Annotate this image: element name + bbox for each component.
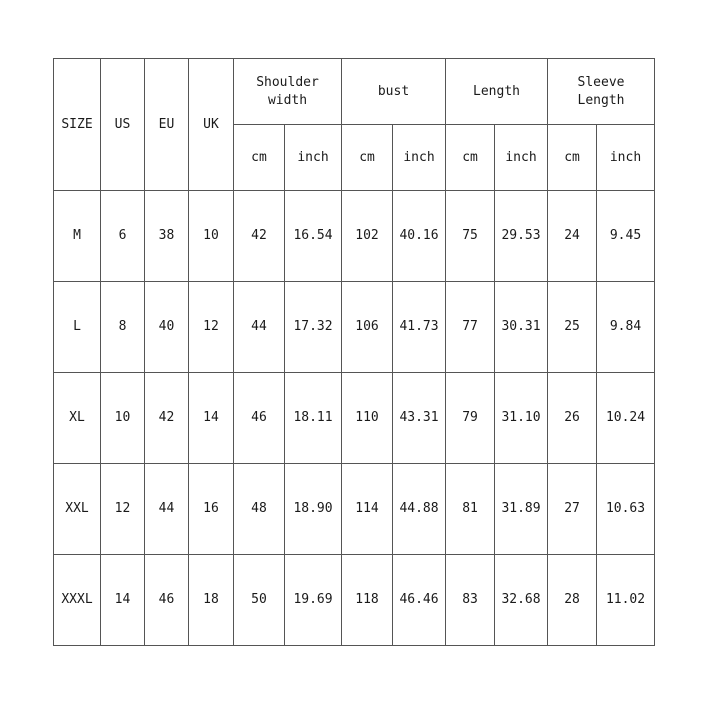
header-unit-cm: cm bbox=[548, 125, 597, 191]
header-shoulder-width: Shoulder width bbox=[234, 59, 342, 125]
cell-us: 6 bbox=[101, 191, 145, 282]
cell-sleeve-inch: 11.02 bbox=[597, 555, 655, 646]
cell-bust-inch: 41.73 bbox=[393, 282, 446, 373]
cell-length-inch: 30.31 bbox=[495, 282, 548, 373]
cell-shoulder-cm: 48 bbox=[234, 464, 285, 555]
header-uk: UK bbox=[189, 59, 234, 191]
cell-length-cm: 77 bbox=[446, 282, 495, 373]
header-unit-inch: inch bbox=[495, 125, 548, 191]
cell-us: 10 bbox=[101, 373, 145, 464]
cell-uk: 10 bbox=[189, 191, 234, 282]
cell-us: 12 bbox=[101, 464, 145, 555]
header-unit-inch: inch bbox=[393, 125, 446, 191]
header-eu: EU bbox=[145, 59, 189, 191]
cell-sleeve-inch: 9.45 bbox=[597, 191, 655, 282]
table-row bbox=[54, 555, 655, 646]
cell-bust-inch: 43.31 bbox=[393, 373, 446, 464]
header-length: Length bbox=[446, 59, 548, 125]
cell-bust-cm: 110 bbox=[342, 373, 393, 464]
cell-sleeve-cm: 26 bbox=[548, 373, 597, 464]
cell-shoulder-inch: 18.11 bbox=[285, 373, 342, 464]
cell-sleeve-inch: 10.63 bbox=[597, 464, 655, 555]
cell-sleeve-cm: 28 bbox=[548, 555, 597, 646]
cell-length-cm: 79 bbox=[446, 373, 495, 464]
cell-uk: 16 bbox=[189, 464, 234, 555]
cell-length-inch: 32.68 bbox=[495, 555, 548, 646]
cell-sleeve-inch: 10.24 bbox=[597, 373, 655, 464]
cell-length-inch: 29.53 bbox=[495, 191, 548, 282]
cell-size: XXL bbox=[54, 464, 101, 555]
header-unit-cm: cm bbox=[234, 125, 285, 191]
cell-bust-inch: 44.88 bbox=[393, 464, 446, 555]
cell-shoulder-cm: 50 bbox=[234, 555, 285, 646]
header-unit-cm: cm bbox=[446, 125, 495, 191]
cell-eu: 44 bbox=[145, 464, 189, 555]
cell-uk: 18 bbox=[189, 555, 234, 646]
table-row bbox=[54, 282, 655, 373]
cell-us: 8 bbox=[101, 282, 145, 373]
cell-eu: 42 bbox=[145, 373, 189, 464]
header-row-groups bbox=[54, 59, 655, 125]
header-size: SIZE bbox=[54, 59, 101, 191]
cell-shoulder-inch: 19.69 bbox=[285, 555, 342, 646]
header-unit-inch: inch bbox=[285, 125, 342, 191]
cell-bust-cm: 106 bbox=[342, 282, 393, 373]
cell-length-cm: 83 bbox=[446, 555, 495, 646]
cell-bust-inch: 40.16 bbox=[393, 191, 446, 282]
cell-sleeve-cm: 27 bbox=[548, 464, 597, 555]
cell-shoulder-cm: 44 bbox=[234, 282, 285, 373]
cell-eu: 38 bbox=[145, 191, 189, 282]
cell-length-cm: 75 bbox=[446, 191, 495, 282]
cell-shoulder-inch: 16.54 bbox=[285, 191, 342, 282]
cell-bust-inch: 46.46 bbox=[393, 555, 446, 646]
header-us: US bbox=[101, 59, 145, 191]
cell-uk: 14 bbox=[189, 373, 234, 464]
cell-bust-cm: 102 bbox=[342, 191, 393, 282]
header-bust: bust bbox=[342, 59, 446, 125]
cell-size: XXXL bbox=[54, 555, 101, 646]
cell-shoulder-cm: 42 bbox=[234, 191, 285, 282]
cell-length-inch: 31.10 bbox=[495, 373, 548, 464]
header-unit-inch: inch bbox=[597, 125, 655, 191]
cell-length-inch: 31.89 bbox=[495, 464, 548, 555]
cell-shoulder-inch: 18.90 bbox=[285, 464, 342, 555]
header-sleeve-length: Sleeve Length bbox=[548, 59, 655, 125]
cell-eu: 40 bbox=[145, 282, 189, 373]
cell-us: 14 bbox=[101, 555, 145, 646]
size-chart-table bbox=[53, 58, 655, 646]
cell-bust-cm: 118 bbox=[342, 555, 393, 646]
cell-sleeve-cm: 24 bbox=[548, 191, 597, 282]
cell-shoulder-inch: 17.32 bbox=[285, 282, 342, 373]
cell-sleeve-inch: 9.84 bbox=[597, 282, 655, 373]
cell-length-cm: 81 bbox=[446, 464, 495, 555]
cell-uk: 12 bbox=[189, 282, 234, 373]
cell-size: XL bbox=[54, 373, 101, 464]
table-row bbox=[54, 373, 655, 464]
cell-size: M bbox=[54, 191, 101, 282]
cell-bust-cm: 114 bbox=[342, 464, 393, 555]
cell-sleeve-cm: 25 bbox=[548, 282, 597, 373]
table-row bbox=[54, 191, 655, 282]
table-row bbox=[54, 464, 655, 555]
cell-shoulder-cm: 46 bbox=[234, 373, 285, 464]
cell-size: L bbox=[54, 282, 101, 373]
cell-eu: 46 bbox=[145, 555, 189, 646]
header-unit-cm: cm bbox=[342, 125, 393, 191]
